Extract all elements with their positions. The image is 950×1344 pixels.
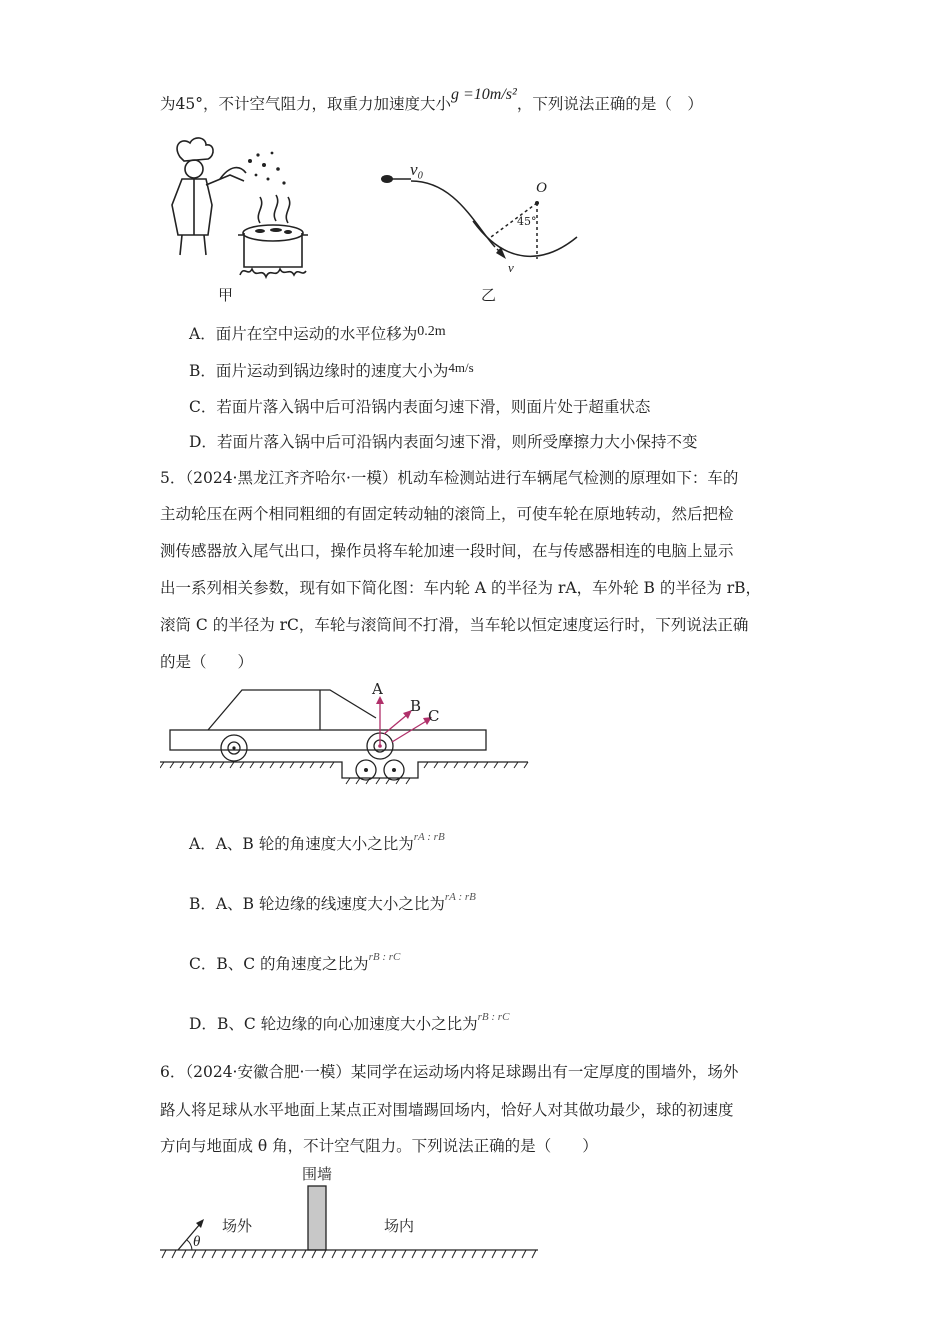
q5-line-1: 5．（2024·黑龙江齐齐哈尔·一模）机动车检测站进行车辆尾气检测的原理如下：车的 — [160, 469, 739, 487]
option-letter: C． — [189, 398, 217, 416]
chef-illustration — [160, 135, 335, 285]
wall-diagram — [160, 1180, 540, 1265]
label-theta: θ — [193, 1234, 201, 1250]
option-letter: B． — [189, 895, 216, 913]
option-letter: B． — [189, 362, 216, 380]
option-ratio: rA : rB — [444, 891, 476, 903]
option-letter: A． — [189, 835, 216, 853]
label-inside: 场内 — [384, 1217, 415, 1235]
q5-option-a — [189, 832, 445, 854]
fig-label-jia: 甲 — [218, 286, 234, 304]
option-text: 面片在空中运动的水平位移为 — [215, 325, 418, 343]
q5-option-d — [189, 1012, 509, 1034]
q4-option-c — [189, 395, 650, 417]
option-ratio: rB : rC — [477, 1011, 510, 1023]
option-letter: A． — [189, 325, 216, 343]
q4-option-a — [189, 322, 446, 344]
q6-line-3: 方向与地面成 θ 角，不计空气阻力。下列说法正确的是（ ） — [160, 1137, 598, 1155]
label-v0: v₀ — [410, 160, 424, 179]
option-ratio: rB : rC — [368, 951, 401, 963]
label-45: 45° — [517, 215, 537, 228]
option-ratio: rA : rB — [413, 831, 445, 843]
q5-option-c — [189, 952, 400, 974]
option-text: 面片运动到锅边缘时的速度大小为 — [215, 362, 449, 380]
option-text: 若面片落入锅中后可沿锅内表面匀速下滑，则面片处于超重状态 — [216, 398, 651, 416]
option-letter: D． — [189, 433, 217, 451]
label-c: C — [428, 707, 440, 725]
label-wall: 围墙 — [302, 1165, 333, 1183]
q6-line-1: 6．（2024·安徽合肥·一模）某同学在运动场内将足球踢出有一定厚度的围墙外，场外 — [160, 1063, 739, 1081]
label-v: v — [508, 260, 514, 275]
q5-line-6: 的是（ ） — [160, 653, 254, 671]
q5-line-5: 滚筒 C 的半径为 rC，车轮与滚筒间不打滑，当车轮以恒定速度运行时，下列说法正确 — [160, 616, 749, 634]
q5-option-b — [189, 892, 476, 914]
option-text: A、B 轮的角速度大小之比为 — [215, 835, 414, 853]
option-value: 4m/s — [448, 360, 474, 375]
fig-label-yi: 乙 — [481, 286, 497, 304]
q4-stem-pre: 为45°，不计空气阻力，取重力加速度大小 — [160, 95, 451, 113]
trajectory-diagram — [375, 155, 585, 280]
label-o: O — [536, 180, 547, 196]
option-letter: C． — [189, 955, 217, 973]
q6-line-2: 路人将足球从水平地面上某点正对围墙踢回场内，恰好人对其做功最少，球的初速度 — [160, 1101, 734, 1119]
q4-stem-post: ，下列说法正确的是（ ） — [516, 95, 703, 113]
q4-stem-tail — [160, 86, 703, 114]
option-text: A、B 轮边缘的线速度大小之比为 — [215, 895, 445, 913]
q5-line-2: 主动轮压在两个相同粗细的有固定转动轴的滚筒上，可使车轮在原地转动，然后把检 — [160, 505, 734, 523]
option-text: B、C 轮边缘的向心加速度大小之比为 — [216, 1015, 478, 1033]
q4-option-b — [189, 359, 474, 381]
option-value: 0.2m — [417, 324, 446, 339]
q5-line-3: 测传感器放入尾气出口，操作员将车轮加速一段时间，在与传感器相连的电脑上显示 — [160, 542, 734, 560]
car-diagram — [160, 682, 530, 787]
q5-line-4: 出一系列相关参数，现有如下简化图：车内轮 A 的半径为 rA，车外轮 B 的半径为 rB， — [160, 579, 762, 597]
option-letter: D． — [189, 1015, 217, 1033]
g-formula: g =10m/s² — [450, 86, 517, 103]
label-b: B — [410, 697, 422, 715]
label-a: A — [372, 680, 383, 698]
option-text: B、C 的角速度之比为 — [216, 955, 369, 973]
label-outside: 场外 — [222, 1217, 253, 1235]
q4-option-d — [189, 430, 697, 452]
option-text: 若面片落入锅中后可沿锅内表面匀速下滑，则所受摩擦力大小保持不变 — [216, 433, 698, 451]
